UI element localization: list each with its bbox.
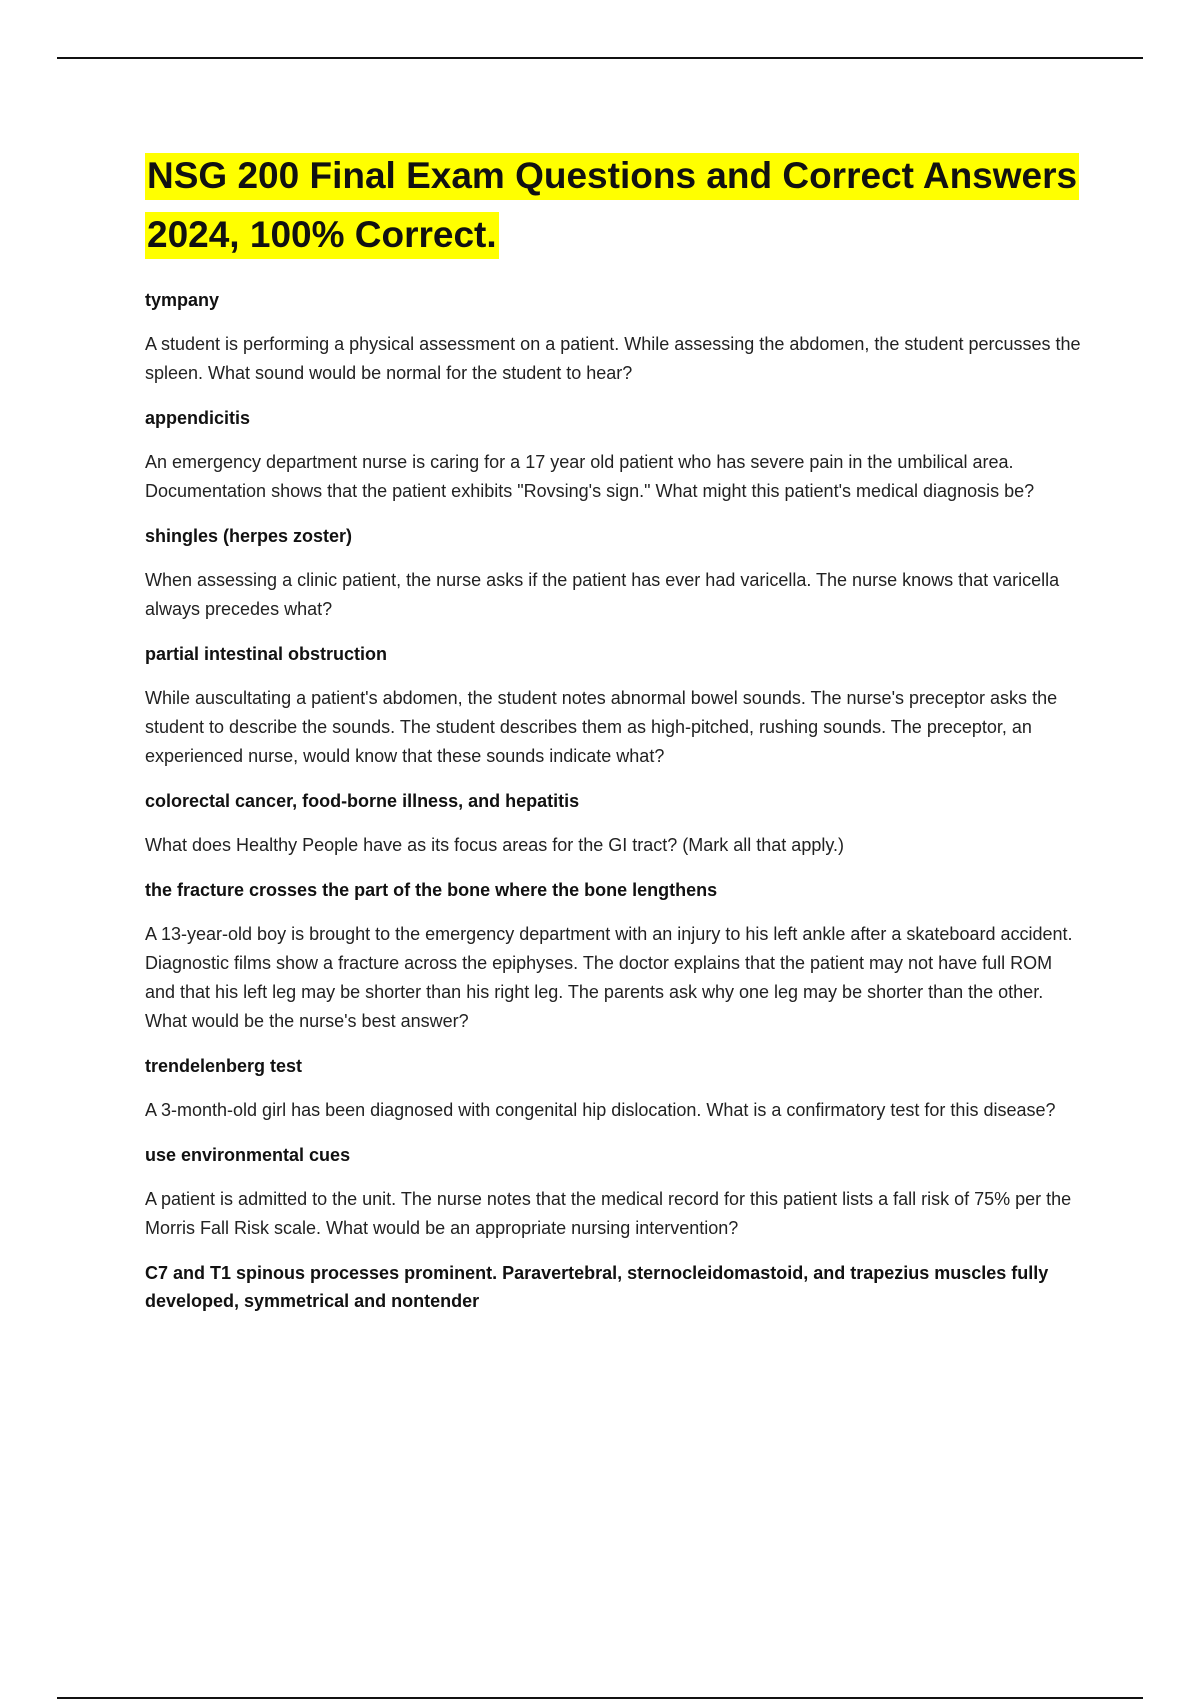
question-text: When assessing a clinic patient, the nurse asks if the patient has ever had varicella. The nurse knows that varicella always precedes what?	[145, 570, 1060, 619]
question-text: A student is performing a physical assessment on a patient. While assessing the abdomen, the student percusses the spleen. What sound would be normal for the student to hear?	[145, 334, 1081, 383]
qa-entry	[145, 1052, 1085, 1125]
answer-text: partial intestinal obstruction	[145, 644, 388, 664]
question-text: An emergency department nurse is caring for a 17 year old patient who has severe pain in the umbilical area. Documentation shows that the patient exhibits "Rovsing's sign." What might this patient's medical diagnosis be?	[145, 452, 1035, 501]
qa-entry	[145, 404, 1085, 506]
answer-text: trendelenberg test	[145, 1056, 303, 1076]
title-highlight: NSG 200 Final Exam Questions and Correct Answers 2024, 100% Correct.	[145, 153, 1079, 259]
answer-text: shingles (herpes zoster)	[145, 526, 353, 546]
qa-entry	[145, 787, 1085, 860]
qa-entry	[145, 1259, 1085, 1315]
document-title	[145, 146, 1085, 264]
qa-entry	[145, 640, 1085, 771]
question-text: A 13-year-old boy is brought to the emergency department with an injury to his left ankle after a skateboard accident. Diagnostic films show a fracture across the epiphyses. The doctor explains that the patient may not have full ROM and that his left leg may be shorter than his right leg. The parents ask why one leg may be shorter than the other. What would be the nurse's best answer?	[145, 924, 1073, 1031]
question-text: What does Healthy People have as its focus areas for the GI tract? (Mark all that apply.)	[145, 835, 844, 855]
qa-entry	[145, 876, 1085, 1036]
answer-text: tympany	[145, 290, 220, 310]
document-body	[145, 146, 1085, 1331]
answer-text: appendicitis	[145, 408, 251, 428]
answer-text: use environmental cues	[145, 1145, 351, 1165]
footer-rule	[57, 1697, 1143, 1699]
answer-text: colorectal cancer, food-borne illness, and hepatitis	[145, 791, 580, 811]
answer-text: C7 and T1 spinous processes prominent. Paravertebral, sternocleidomastoid, and trapezius muscles fully developed, symmetrical and nontender	[145, 1263, 1049, 1311]
answer-text: the fracture crosses the part of the bone where the bone lengthens	[145, 880, 718, 900]
question-text: A patient is admitted to the unit. The nurse notes that the medical record for this patient lists a fall risk of 75% per the Morris Fall Risk scale. What would be an appropriate nursing intervention?	[145, 1189, 1072, 1238]
qa-entry	[145, 1141, 1085, 1243]
question-text: A 3-month-old girl has been diagnosed with congenital hip dislocation. What is a confirmatory test for this disease?	[145, 1100, 1056, 1120]
question-text: While auscultating a patient's abdomen, the student notes abnormal bowel sounds. The nurse's preceptor asks the student to describe the sounds. The student describes them as high-pitched, rushing sounds. The preceptor, an experienced nurse, would know that these sounds indicate what?	[145, 688, 1058, 766]
qa-entry	[145, 286, 1085, 388]
header-rule	[57, 57, 1143, 59]
qa-entry	[145, 522, 1085, 624]
